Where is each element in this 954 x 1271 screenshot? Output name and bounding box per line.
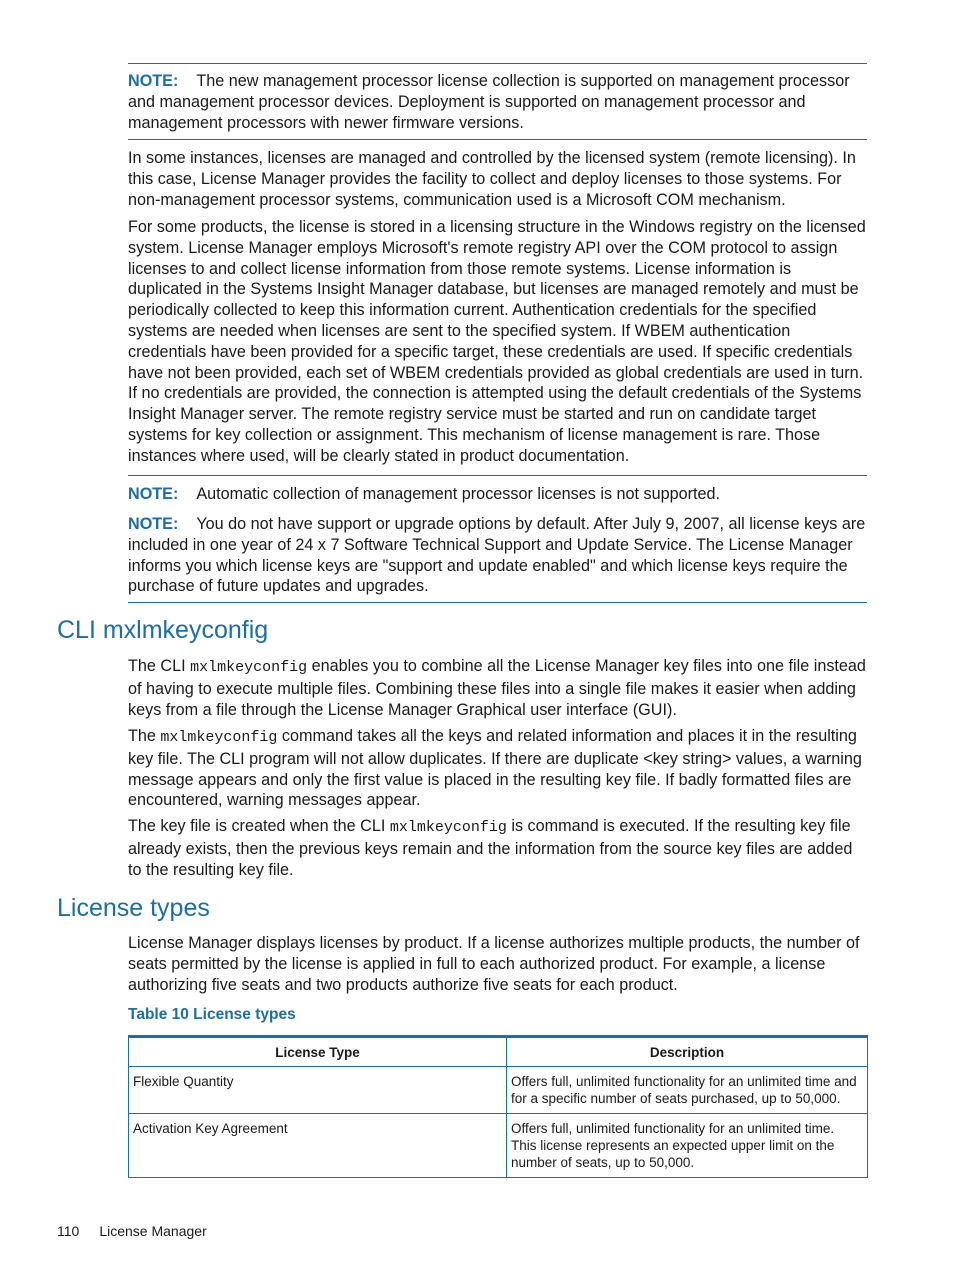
- paragraph: License Manager displays licenses by product. If a license authorizes multiple products, the number of seats permitted by the license is applied in full to each authorized product. For example, a license authorizing five seats and two products authorize five seats for each product.: [128, 934, 860, 994]
- table-cell: Activation Key Agreement: [129, 1114, 507, 1178]
- note-label: NOTE:: [128, 72, 179, 90]
- paragraph: In some instances, licenses are managed and controlled by the licensed system (remote licensing). In this case, License Manager provides the facility to collect and deploy licenses to those systems. For non-management processor systems, communication used is a Microsoft COM mechanism.: [128, 149, 856, 209]
- page-number: 110: [57, 1223, 80, 1239]
- table-cell: Offers full, unlimited functionality for an unlimited time and for a specific number of seats purchased, up to 50,000.: [507, 1067, 868, 1114]
- note-bottom-rule: [128, 602, 867, 603]
- command-name: mxlmkeyconfig: [160, 729, 278, 746]
- section-heading-license-types: License types: [57, 894, 210, 922]
- license-types-table: [128, 1035, 868, 1178]
- note-text: You do not have support or upgrade options by default. After July 9, 2007, all license keys are included in one year of 24 x 7 Software Technical Support and Update Service. The License Manager informs you which license keys are "support and update enabled" and which license keys require the purchase of future updates and upgrades.: [128, 515, 866, 596]
- note-1: [128, 71, 867, 133]
- table-caption: Table 10 License types: [128, 1006, 296, 1023]
- paragraph: The CLI mxlmkeyconfig enables you to combine all the License Manager key files into one file instead of having to execute multiple files. Combining these files into a single file makes it easier when adding keys from a file through the License Manager Graphical user interface (GUI).: [128, 657, 866, 719]
- column-header: License Type: [129, 1037, 507, 1067]
- note-text: The new management processor license collection is supported on management processor and management processor devices. Deployment is supported on management processor and management processors with newer firmware versions.: [128, 72, 850, 132]
- note-label: NOTE:: [128, 485, 179, 503]
- paragraph: The key file is created when the CLI mxlmkeyconfig is command is executed. If the resulting key file already exists, then the previous keys remain and the information from the source key files are added to the resulting key file.: [128, 817, 853, 879]
- table-cell: Flexible Quantity: [129, 1067, 507, 1114]
- paragraph: The mxlmkeyconfig command takes all the keys and related information and places it in the resulting key file. The CLI program will not allow duplicates. If there are duplicate <key string> values, a warning message appears and only the first value is placed in the resulting key file. If badly formatted files are encountered, warning messages appear.: [128, 727, 862, 810]
- table-row: [129, 1114, 868, 1178]
- note-label: NOTE:: [128, 515, 179, 533]
- table-header-row: [129, 1037, 868, 1067]
- note-2: [128, 484, 867, 505]
- note-top-rule: [128, 475, 867, 476]
- note-bottom-rule: [128, 139, 867, 140]
- table-row: [129, 1067, 868, 1114]
- command-name: mxlmkeyconfig: [389, 819, 507, 836]
- table-cell: Offers full, unlimited functionality for an unlimited time. This license represents an expected upper limit on the number of seats, up to 50,000.: [507, 1114, 868, 1178]
- page-footer: [57, 1223, 207, 1239]
- section-heading-cli: CLI mxlmkeyconfig: [57, 616, 269, 644]
- note-3: [128, 514, 867, 597]
- command-name: mxlmkeyconfig: [190, 659, 308, 676]
- column-header: Description: [507, 1037, 868, 1067]
- footer-section: License Manager: [99, 1223, 207, 1239]
- paragraph: For some products, the license is stored in a licensing structure in the Windows registry on the licensed system. License Manager employs Microsoft's remote registry API over the COM protocol to assign licenses to and collect license information from those remote systems. License information is duplicated in the Systems Insight Manager database, but licenses are managed remotely and must be periodically collected to keep this information current. Authentication credentials for the specified systems are needed when licenses are sent to the specified system. If WBEM authentication credentials have been provided for a specific target, these credentials are used. If specific credentials have not been provided, each set of WBEM credentials provided as global credentials are used in turn. If no credentials are provided, the connection is attempted using the default credentials of the Systems Insight Manager server. The remote registry service must be started and run on candidate target systems for key collection or assignment. This mechanism of license management is rare. Those instances where used, will be clearly stated in product documentation.: [128, 218, 866, 465]
- note-text: Automatic collection of management processor licenses is not supported.: [196, 485, 721, 503]
- note-top-rule: [128, 63, 867, 64]
